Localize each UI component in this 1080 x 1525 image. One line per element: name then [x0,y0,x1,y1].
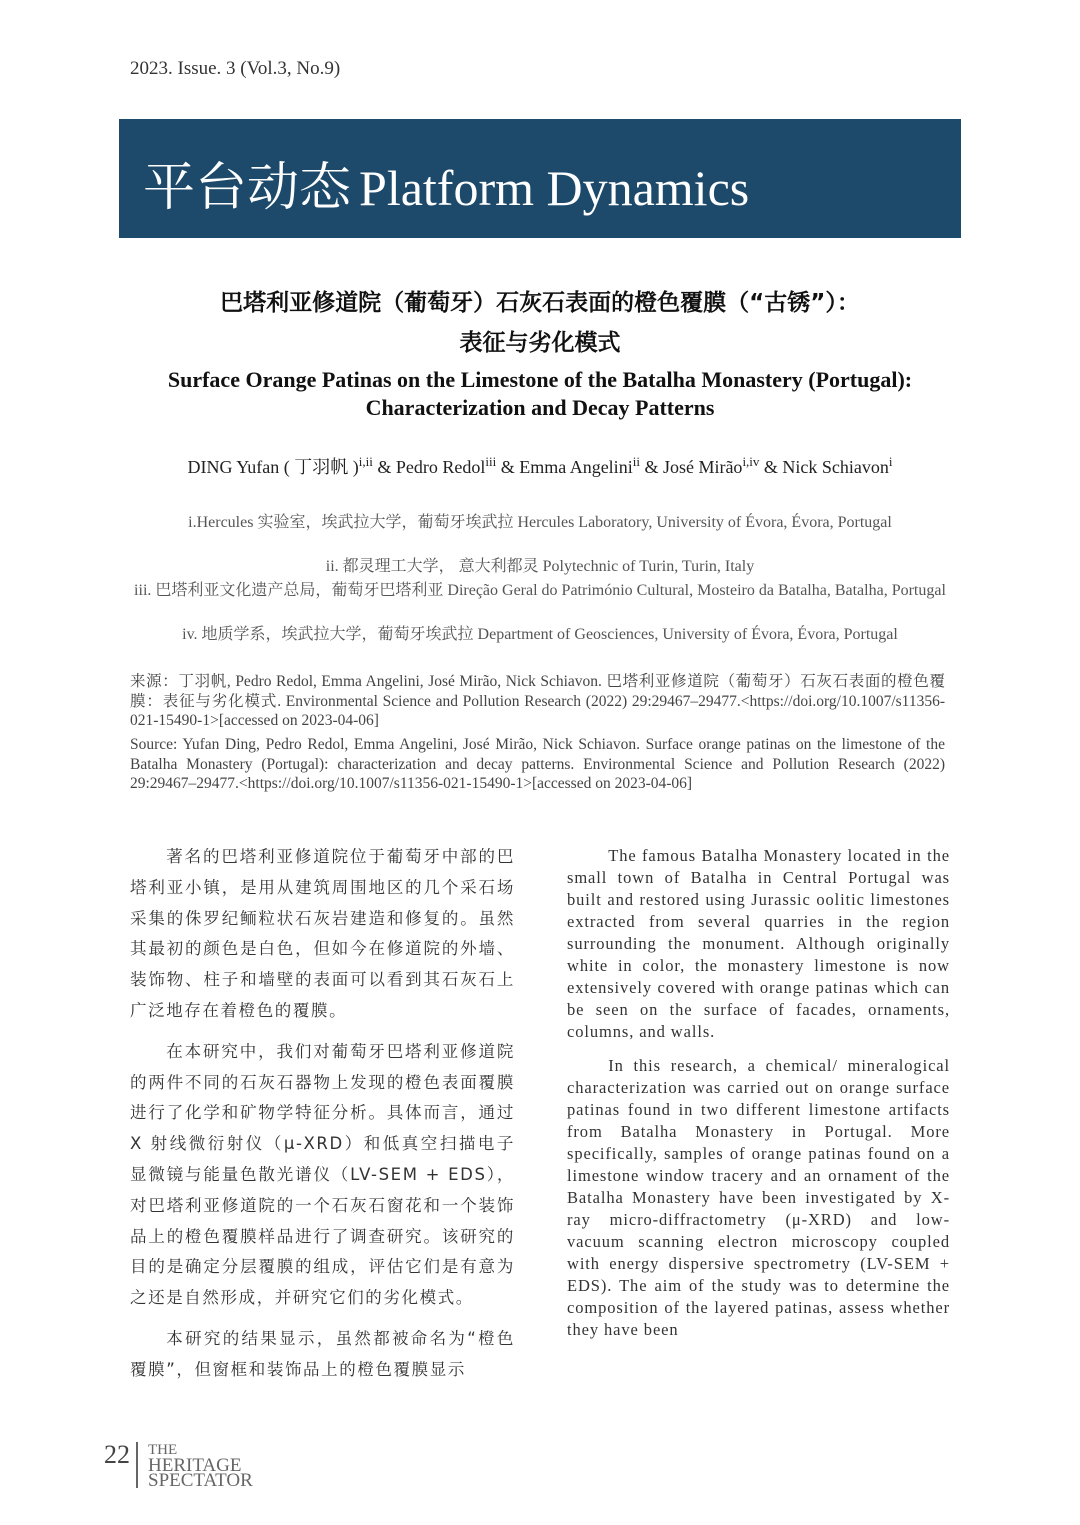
author: & Emma Angelini [496,457,633,477]
paragraph: In this research, a chemical/ mineralogical characterization was carried out on orange surface patinas found in two different limestone artifacts from Batalha Monastery in Portugal. More specifically, samples of orange patinas found on a limestone window tracery and an ornament of the Batalha Monastery have been investigated by X-ray micro-diffractometry (μ-XRD) and low-vacuum scanning electron microscopy coupled with energy dispersive spectrometry (LV-SEM + EDS). The aim of the study was to determine the composition of the layered patinas, assess whether they have been [567,1056,950,1339]
body-column-en [567,845,950,1353]
author-affil: ii [632,454,640,469]
author-affil: i,ii [358,454,373,469]
article-title-cn-line2: 表征与劣化模式 [459,330,621,356]
section-title [143,145,749,220]
paragraph: The famous Batalha Monastery located in the small town of Batalha in Central Portugal was built and restored using Jurassic oolitic limestones extracted from several quarries in the region surrounding the monument. Although originally white in color, the monastery limestone is now extensively covered with orange patinas which can be seen on the surface of facades, ornaments, columns, and walls. [567,846,950,1041]
body-column-cn [130,842,515,1396]
page-number: 22 [104,1440,130,1469]
author-list [140,450,940,479]
author: & Nick Schiavon [759,457,889,477]
section-banner [119,119,961,238]
paragraph: 本研究的结果显示，虽然都被命名为“橙色覆膜”，但窗框和装饰品上的橙色覆膜显示 [130,1328,515,1379]
paragraph: 著名的巴塔利亚修道院位于葡萄牙中部的巴塔利亚小镇，是用从建筑周围地区的几个采石场采集的侏罗纪鲕粒状石灰岩建造和修复的。虽然其最初的颜色是白色，但如今在修道院的外墙、装饰物、柱子和墙壁的表面可以看到其石灰石上广泛地存在着橙色的覆膜。 [130,847,515,1020]
source-citation-cn: 来源：丁羽帆, Pedro Redol, Emma Angelini, José Mirão, Nick Schiavon. 巴塔利亚修道院（葡萄牙）石灰石表面的橙色覆膜：表征与劣化模式. Environmental Science and Pollution Research (2022) 29:29467–29477.<https://doi.org/10.1007/s11356-021-15490-1>[accessed on 2023-04-06] [130,673,945,729]
article-title-en-line1: Surface Orange Patinas on the Limestone of the Batalha Monastery (Portugal): [167,367,913,392]
article-title-en-line2: Characterization and Decay Patterns [365,395,715,420]
publication-logo [148,1442,253,1491]
author-affil: i [888,454,893,469]
issue-info: 2023. Issue. 3 (Vol.3, No.9) [130,58,341,79]
article-title-en [100,366,980,422]
affiliation: i.Hercules 实验室，埃武拉大学，葡萄牙埃武拉 Hercules Laboratory, University of Évora, Évora, Portugal [188,514,892,531]
section-title-cn: 平台动态 [143,158,352,218]
section-title-en: Platform Dynamics [359,160,750,216]
affiliation: ii. 都灵理工大学， 意大利都灵 Polytechnic of Turin, Turin, Italy [325,558,755,575]
author: DING Yufan ( 丁羽帆 ) [187,457,359,477]
logo-line: SPECTATOR [148,1470,253,1491]
logo-line: HERITAGE [148,1455,242,1476]
logo-line: THE [148,1442,178,1458]
author: & Pedro Redol [372,457,486,477]
affiliation: iii. 巴塔利亚文化遗产总局，葡萄牙巴塔利亚 Direção Geral do Património Cultural, Mosteiro da Batalha, Batalha, Portugal [134,582,946,599]
paragraph: 在本研究中，我们对葡萄牙巴塔利亚修道院的两件不同的石灰石器物上发现的橙色表面覆膜进行了化学和矿物学特征分析。具体而言，通过 X 射线微衍射仪（μ-XRD）和低真空扫描电子显微镜与能量色散光谱仪（LV-SEM + EDS），对巴塔利亚修道院的一个石灰石窗花和一个装饰品上的橙色覆膜样品进行了调查研究。该研究的目的是确定分层覆膜的组成，评估它们是有意为之还是自然形成，并研究它们的劣化模式。 [130,1041,515,1308]
source-citation-en: Source: Yufan Ding, Pedro Redol, Emma Angelini, José Mirão, Nick Schiavon. Surface orange patinas on the limestone of the Batalha Monastery (Portugal): characterization and decay patterns. Environmental Science and Pollution Research (2022) 29:29467–29477.<https://doi.org/10.1007/s11356-021-15490-1>[accessed on 2023-04-06] [130,736,945,792]
article-title-cn-line1: 巴塔利亚修道院（葡萄牙）石灰石表面的橙色覆膜（“古锈”）： [220,290,860,316]
affiliation: iv. 地质学系，埃武拉大学，葡萄牙埃武拉 Department of Geosciences, University of Évora, Évora, Portugal [182,626,898,643]
author-affil: i,iv [742,454,760,469]
author: & José Mirão [639,457,743,477]
divider [136,1442,138,1488]
author-affil: iii [485,454,497,469]
